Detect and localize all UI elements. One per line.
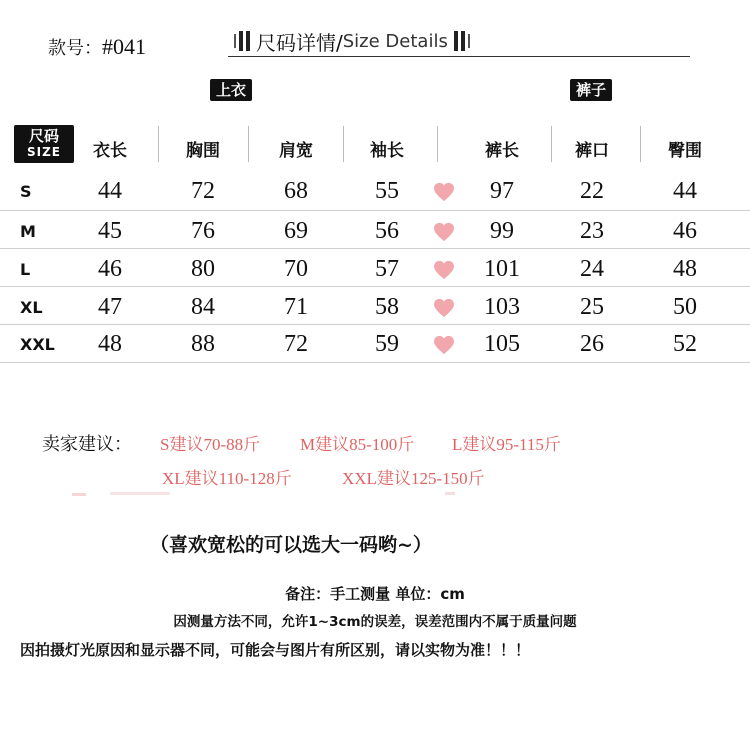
value-cell: 101 xyxy=(484,256,520,282)
suggestion-l: L建议95-115斤 xyxy=(452,435,561,454)
column-header: 臀围 xyxy=(668,141,702,161)
loose-fit-tip: （喜欢宽松的可以选大一码哟~） xyxy=(150,534,432,556)
value-cell: 99 xyxy=(490,218,514,244)
column-header: 胸围 xyxy=(186,141,220,161)
row-divider xyxy=(0,362,750,363)
note-measurement: 备注：手工测量 单位：cm xyxy=(285,585,465,603)
heart-icon xyxy=(433,182,455,202)
bars-left-icon xyxy=(234,31,250,51)
note-color-difference: 因拍摄灯光原因和显示器不同，可能会与图片有所区别，请以实物为准！！！ xyxy=(20,641,531,659)
size-cell: XXL xyxy=(20,335,55,354)
row-divider xyxy=(0,210,750,211)
value-cell: 44 xyxy=(673,178,697,204)
seller-suggestion-label: 卖家建议： xyxy=(42,434,132,455)
value-cell: 46 xyxy=(673,218,697,244)
size-badge xyxy=(14,125,74,163)
suggestion-xxl: XXL建议125-150斤 xyxy=(342,469,485,488)
column-divider xyxy=(640,126,641,162)
column-header: 裤口 xyxy=(575,141,609,161)
value-cell: 48 xyxy=(673,256,697,282)
size-cell: L xyxy=(20,260,31,279)
value-cell: 46 xyxy=(98,256,122,282)
note-tolerance: 因测量方法不同，允许1~3cm的误差，误差范围内不属于质量问题 xyxy=(173,614,577,630)
suggestion-s: S建议70-88斤 xyxy=(160,435,261,454)
style-number-label: 款号： xyxy=(48,38,102,59)
size-badge-zh: 尺码 xyxy=(28,127,59,145)
heart-icon xyxy=(433,298,455,318)
value-cell: 44 xyxy=(98,178,122,204)
heart-icon xyxy=(433,222,455,242)
column-divider xyxy=(158,126,159,162)
value-cell: 88 xyxy=(191,331,215,357)
value-cell: 69 xyxy=(284,218,308,244)
heart-icon xyxy=(433,335,455,355)
column-header: 裤长 xyxy=(485,141,519,161)
value-cell: 80 xyxy=(191,256,215,282)
column-divider xyxy=(551,126,552,162)
value-cell: 25 xyxy=(580,294,604,320)
value-cell: 70 xyxy=(284,256,308,282)
value-cell: 23 xyxy=(580,218,604,244)
faint-marks xyxy=(70,490,470,500)
title-underline xyxy=(228,56,690,57)
value-cell: 103 xyxy=(484,294,520,320)
column-header: 衣长 xyxy=(93,141,127,161)
value-cell: 71 xyxy=(284,294,308,320)
title-en: Size Details xyxy=(342,30,448,52)
value-cell: 57 xyxy=(375,256,399,282)
size-cell: XL xyxy=(20,298,43,317)
style-number-value: #041 xyxy=(102,34,146,59)
value-cell: 72 xyxy=(191,178,215,204)
value-cell: 47 xyxy=(98,294,122,320)
value-cell: 97 xyxy=(490,178,514,204)
row-divider xyxy=(0,324,750,325)
style-number xyxy=(48,34,146,60)
title-zh: 尺码详情/ xyxy=(256,30,343,55)
group-label-top: 上衣 xyxy=(210,79,252,101)
value-cell: 48 xyxy=(98,331,122,357)
value-cell: 50 xyxy=(673,294,697,320)
size-cell: S xyxy=(20,182,32,201)
suggestion-m: M建议85-100斤 xyxy=(300,435,415,454)
value-cell: 56 xyxy=(375,218,399,244)
value-cell: 26 xyxy=(580,331,604,357)
heart-icon xyxy=(433,260,455,280)
page-title xyxy=(228,26,476,56)
value-cell: 55 xyxy=(375,178,399,204)
value-cell: 72 xyxy=(284,331,308,357)
value-cell: 84 xyxy=(191,294,215,320)
column-divider xyxy=(248,126,249,162)
column-header: 肩宽 xyxy=(279,141,313,161)
value-cell: 58 xyxy=(375,294,399,320)
value-cell: 52 xyxy=(673,331,697,357)
bars-right-icon xyxy=(454,31,470,51)
suggestion-xl: XL建议110-128斤 xyxy=(162,469,292,488)
size-cell: M xyxy=(20,222,36,241)
row-divider xyxy=(0,286,750,287)
group-label-pants: 裤子 xyxy=(570,79,612,101)
value-cell: 45 xyxy=(98,218,122,244)
row-divider xyxy=(0,248,750,249)
column-divider xyxy=(343,126,344,162)
size-badge-en: SIZE xyxy=(26,145,61,159)
value-cell: 22 xyxy=(580,178,604,204)
value-cell: 105 xyxy=(484,331,520,357)
value-cell: 68 xyxy=(284,178,308,204)
value-cell: 76 xyxy=(191,218,215,244)
value-cell: 24 xyxy=(580,256,604,282)
column-header: 袖长 xyxy=(370,141,404,161)
column-divider xyxy=(437,126,438,162)
value-cell: 59 xyxy=(375,331,399,357)
